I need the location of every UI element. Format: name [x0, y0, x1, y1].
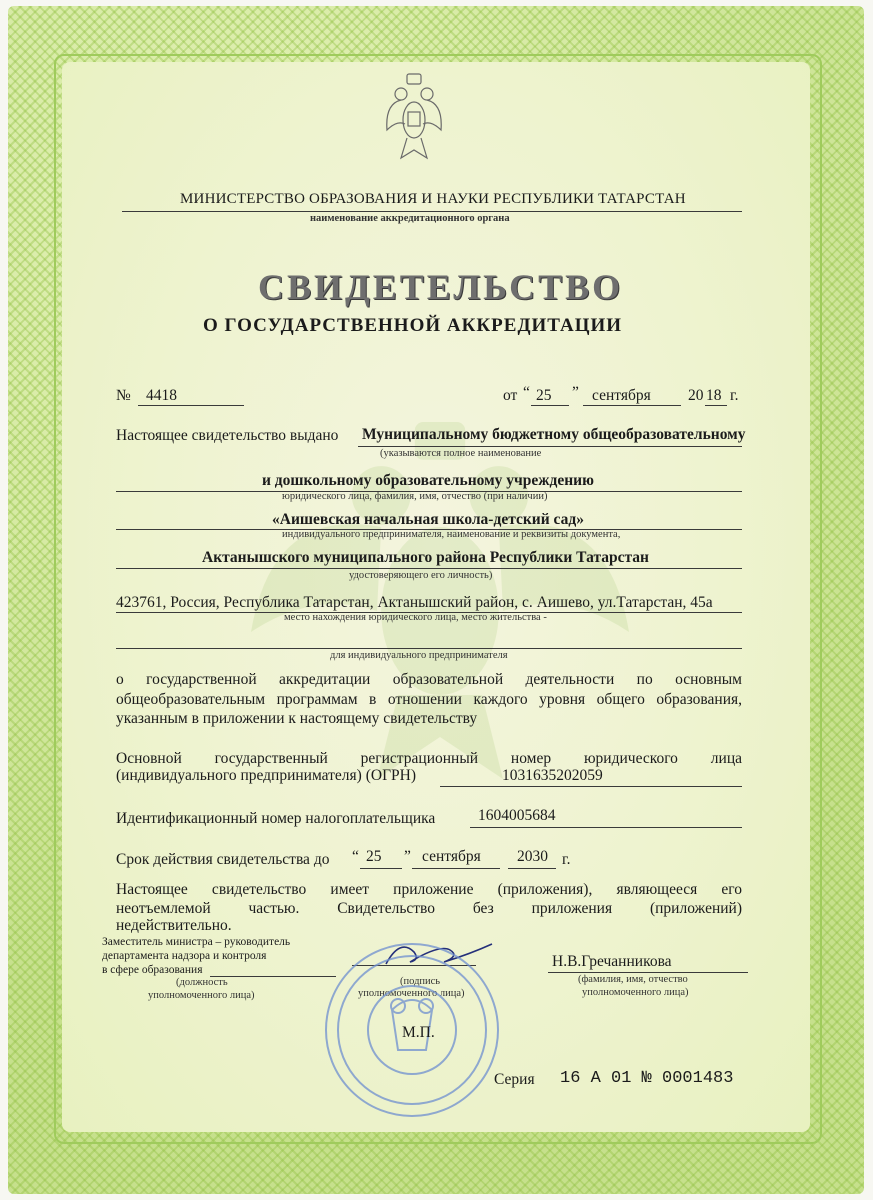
certificate-number: 4418 [146, 387, 177, 404]
validity-month-underline [412, 868, 500, 869]
number-underline [138, 405, 244, 406]
date-month: сентября [592, 387, 651, 404]
number-prefix: № [116, 387, 131, 404]
series-number: 16 А 01 № 0001483 [560, 1069, 734, 1088]
validity-year-underline [508, 868, 556, 869]
ogrn-underline [440, 786, 742, 787]
caption-signature-1: (подпись [400, 976, 441, 987]
caption-name-2: уполномоченного лица) [582, 987, 689, 998]
seal-place-label: М.П. [402, 1024, 435, 1041]
validity-day-underline [360, 868, 402, 869]
appendix-line-3: недействительно. [116, 917, 232, 934]
caption-position-2: уполномоченного лица) [148, 990, 255, 1001]
caption-entrepreneur: индивидуального предпринимателя, наименование и реквизиты документа, [282, 529, 621, 540]
series-label: Серия [494, 1071, 535, 1088]
validity-g: г. [562, 851, 571, 868]
entrepreneur-underline [116, 648, 742, 649]
date-close-quote: ” [572, 384, 579, 401]
name-underline [548, 972, 748, 973]
date-year-prefix: 20 [688, 387, 704, 404]
date-year-underline [705, 405, 727, 406]
date-from-label: от [503, 387, 518, 404]
ministry-caption: наименование аккредитационного органа [310, 213, 510, 224]
document-title: СВИДЕТЕЛЬСТВО [258, 267, 624, 307]
org-name-line-2: и дошкольному образовательному учреждению [262, 472, 594, 489]
org-line-4-underline [116, 568, 742, 569]
validity-month: сентября [422, 848, 481, 865]
signer-name: Н.В.Гречанникова [552, 953, 672, 970]
caption-full-name: (указываются полное наименование [380, 448, 542, 459]
date-month-underline [583, 405, 681, 406]
document-subtitle: О ГОСУДАРСТВЕННОЙ АККРЕДИТАЦИИ [203, 315, 623, 336]
ogrn-value: 1031635202059 [502, 767, 603, 784]
validity-day: 25 [366, 848, 382, 865]
validity-open-quote: “ [352, 848, 359, 865]
signer-position-line-3: в сфере образования [102, 964, 203, 976]
org-line-1-underline [358, 446, 742, 447]
date-g: г. [730, 387, 739, 404]
date-day-underline [531, 405, 569, 406]
signer-position-line-1: Заместитель министра – руководитель [102, 936, 291, 948]
org-name-line-4: Актанышского муниципального района Республики Татарстан [202, 549, 649, 566]
inn-underline [470, 827, 742, 828]
org-name-line-3: «Аишевская начальная школа-детский сад» [272, 511, 584, 528]
validity-year: 2030 [517, 848, 548, 865]
inn-value: 1604005684 [478, 807, 556, 824]
ogrn-label: (индивидуального предпринимателя) (ОГРН) [116, 767, 417, 784]
date-day: 25 [536, 387, 552, 404]
caption-signature-2: уполномоченного лица) [358, 988, 465, 999]
caption-location: место нахождения юридического лица, место жительства - [284, 612, 547, 623]
appendix-line-1: Настоящее свидетельство имеет приложение (приложения), являющееся его [116, 881, 742, 898]
appendix-line-2: неотъемлемой частью. Свидетельство без приложения (приложений) [116, 900, 742, 917]
caption-position-1: (должность [176, 977, 228, 988]
accreditation-line-3: указанным в приложении к настоящему свидетельству [116, 710, 478, 727]
issued-label: Настоящее свидетельство выдано [116, 427, 339, 444]
caption-name-1: (фамилия, имя, отчество [578, 974, 688, 985]
validity-close-quote: ” [404, 848, 411, 865]
ministry-underline [122, 211, 742, 212]
accreditation-line-1: о государственной аккредитации образовательной деятельности по основным [116, 671, 742, 688]
caption-entrepreneur-location: для индивидуального предпринимателя [330, 650, 508, 661]
ministry-name: МИНИСТЕРСТВО ОБРАЗОВАНИЯ И НАУКИ РЕСПУБЛИКИ ТАТАРСТАН [180, 191, 686, 207]
position-underline [210, 976, 336, 977]
validity-label: Срок действия свидетельства до [116, 851, 330, 868]
address: 423761, Россия, Республика Татарстан, Актанышский район, с. Аишево, ул.Татарстан, 45а [116, 594, 713, 611]
russian-eagle-emblem-icon [383, 70, 445, 162]
date-year-suffix: 18 [706, 387, 722, 404]
org-name-line-1: Муниципальному бюджетному общеобразовательному [362, 426, 746, 443]
caption-identity: удостоверяющего его личность) [349, 570, 493, 581]
caption-legal-entity: юридического лица, фамилия, имя, отчество (при наличии) [282, 491, 548, 502]
date-open-quote: “ [523, 384, 530, 401]
accreditation-line-2: общеобразовательным программам в отношении каждого уровня общего образования, [116, 691, 742, 708]
inn-label: Идентификационный номер налогоплательщика [116, 810, 436, 827]
signer-position-line-2: департамента надзора и контроля [102, 950, 267, 962]
ogrn-line-1: Основной государственный регистрационный номер юридического лица [116, 750, 742, 767]
